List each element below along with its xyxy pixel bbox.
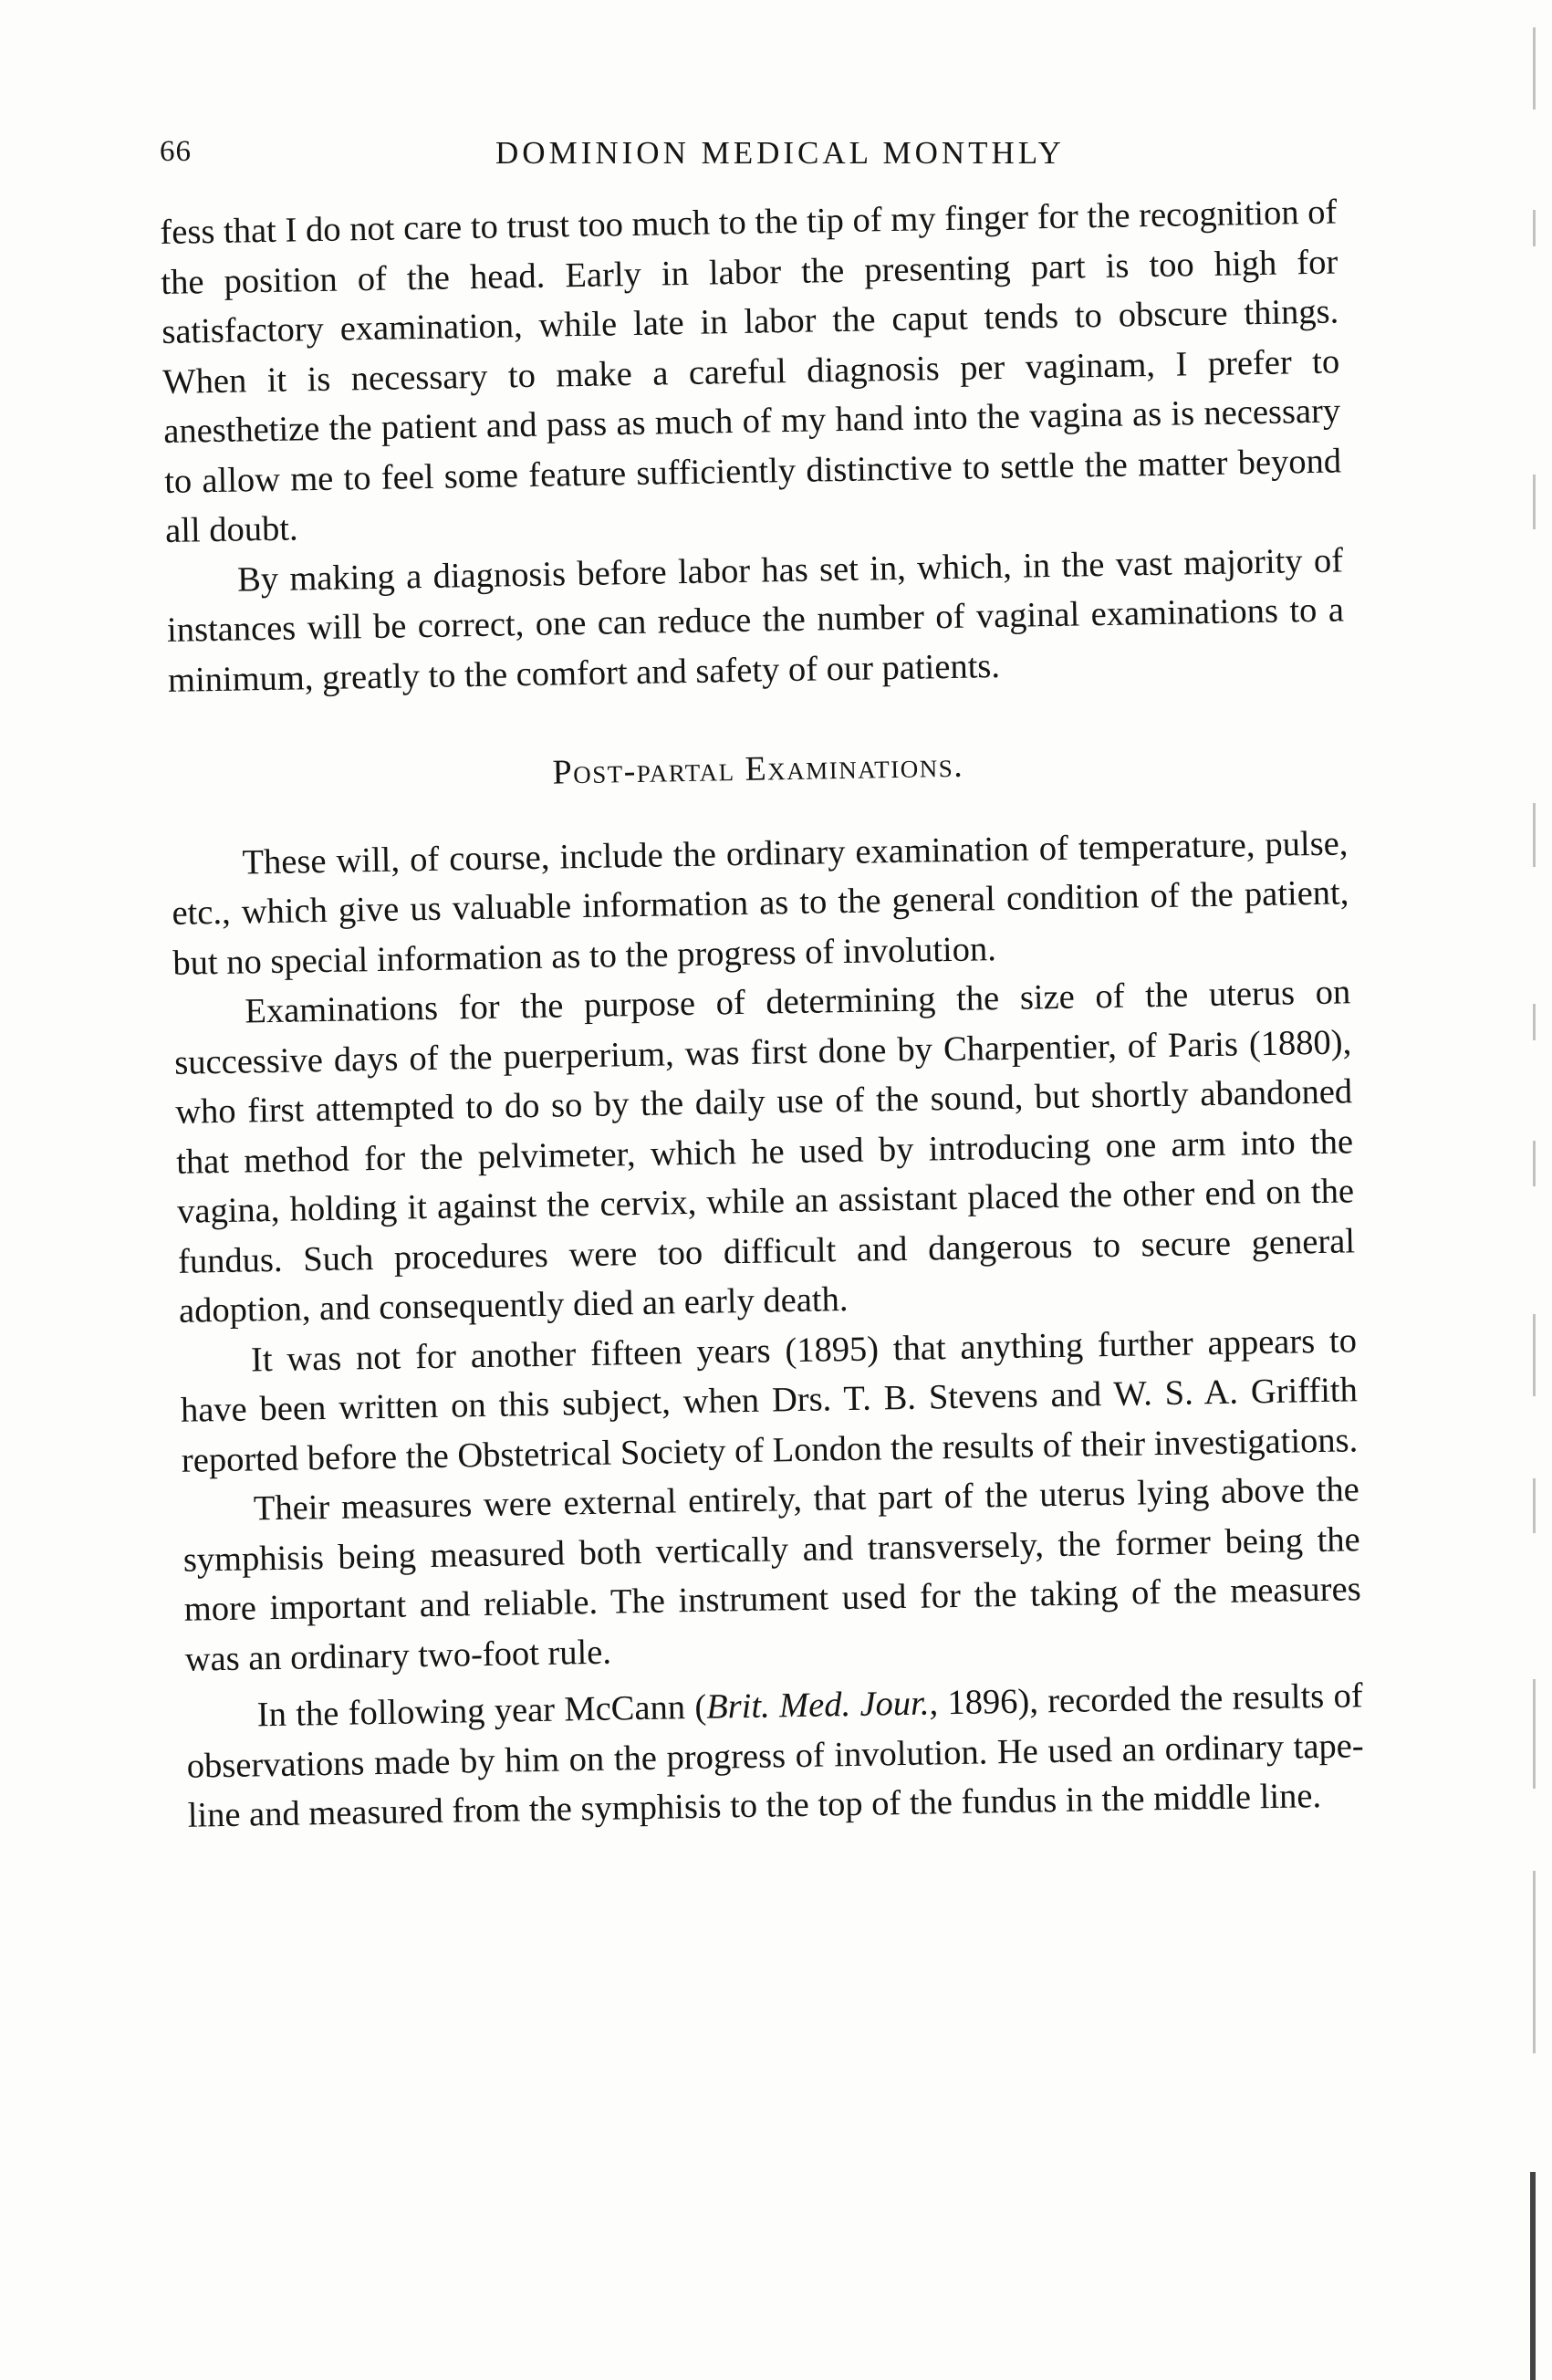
mccann-text-end: 1896), recorded the results of observations made by him on the progress of involution. He used an ordinary tape-line and measured from the symphisis to the top of the fundus in the middle line. [186,1676,1364,1835]
journal-citation: Brit. Med. Jour., [705,1684,939,1727]
paragraph-mccann [185,1671,1365,1841]
paragraph-continuation: fess that I do not care to trust too much to the tip of my finger for the recognition of the position of the head. Early in labor the presenting part is too high for satisfactory examination, while late in labor the caput tends to obscure things. When it is necessary to make a careful diagnosis per vaginam, I prefer to anesthetize the patient and pass as much of my hand into the vagina as is necessary to allow me to feel some feature sufficiently distinctive to settle the matter beyond all doubt. [160,193,1342,550]
running-head [160,135,1346,190]
mccann-text-start: In the following year McCann ( [256,1687,707,1735]
paragraph-stevens-griffith: It was not for another fifteen years (1895) that anything further appears to have been written on this subject, when Drs. T. B. Stevens and W. S. A. Griffith reported before the Obstetrical Society of London the results of their investigations. [180,1320,1359,1480]
paragraph-charpentier: Examinations for the purpose of determining the size of the uterus on successive days of the puerperium, was first done by Charpentier, of Paris (1880), who first attempted to do so by the daily use of the sound, but shortly abandoned that method for the pelvimeter, which he used by introducing one arm into the vagina, holding it against the cervix, while an assistant placed the other end on the fundus. Such procedures were too difficult and dangerous to secure general adoption, and consequently died an early death. [173,973,1356,1331]
scan-edge-artifact [1508,0,1536,2380]
body-text [160,187,1365,1841]
paragraph-post-partal: These will, of course, include the ordinary examination of temperature, pulse, etc., which give us valuable information as to the general condition of the patient, but no special information as to the progress of involution. [172,823,1349,983]
section-heading: Post-partal Examinations. [552,746,964,792]
journal-title: DOMINION MEDICAL MONTHLY [495,135,1065,171]
paragraph-measures: Their measures were external entirely, that part of the uterus lying above the symphisis being measured both vertically and transversely, the former being the more important and reliable. The instrument used for the taking of the measures was an ordinary two-foot rule. [182,1470,1361,1679]
paragraph-diagnosis: By making a diagnosis before labor has set in, which, in the vast majority of instances will be correct, one can reduce the number of vaginal examinations to a minimum, greatly to the comfort and safety of our patients. [166,540,1345,700]
page-number: 66 [160,135,192,168]
